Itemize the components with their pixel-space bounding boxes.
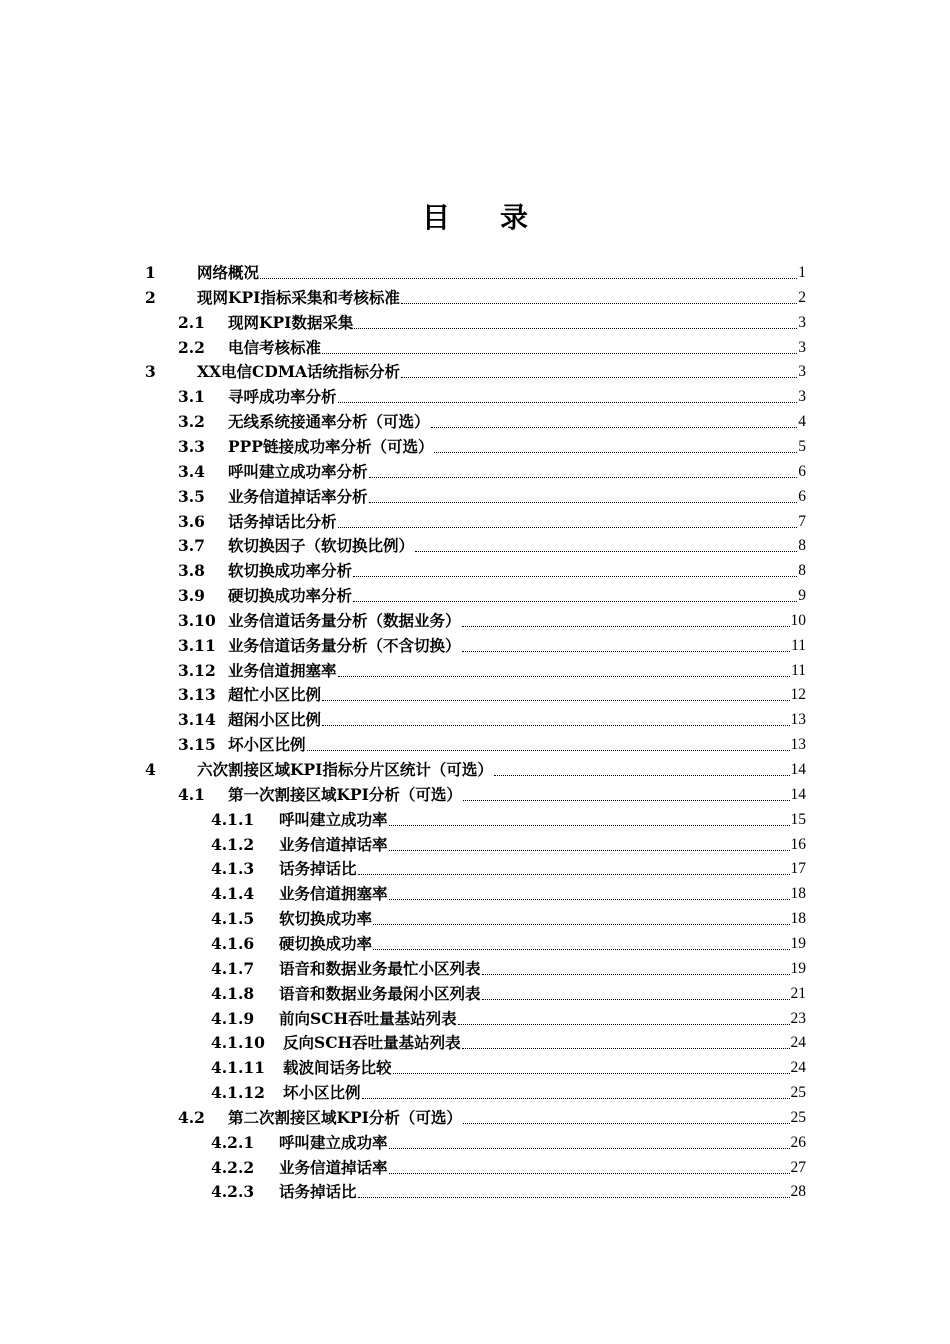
toc-entry-page: 25 bbox=[790, 1084, 806, 1102]
toc-entry-page: 17 bbox=[790, 860, 806, 878]
toc-entry-text: 无线系统接通率分析（可选） bbox=[228, 412, 430, 432]
toc-entry-number: 4.1.12 bbox=[211, 1083, 265, 1103]
toc-entry-page: 4 bbox=[798, 413, 806, 431]
toc-entry-text: 呼叫建立成功率 bbox=[279, 809, 388, 829]
toc-entry-text: 超忙小区比例 bbox=[228, 685, 322, 705]
toc-entry-text: 软切换成功率分析 bbox=[228, 561, 353, 581]
toc-entry[interactable] bbox=[178, 680, 806, 705]
toc-entry-number: 4.1.8 bbox=[211, 983, 255, 1003]
toc-leader-dots bbox=[463, 788, 790, 801]
toc-entry[interactable] bbox=[145, 258, 806, 283]
toc-leader-dots bbox=[462, 614, 790, 627]
toc-entry-page: 13 bbox=[790, 711, 806, 729]
toc-entry-page: 19 bbox=[790, 934, 806, 952]
toc-entry[interactable] bbox=[178, 730, 806, 755]
toc-entry[interactable] bbox=[211, 1078, 806, 1103]
toc-entry-number: 4.1.10 bbox=[211, 1033, 265, 1053]
toc-entry-number: 4.2.3 bbox=[211, 1182, 255, 1202]
toc-entry-page: 6 bbox=[798, 487, 806, 505]
toc-leader-dots bbox=[389, 838, 790, 851]
toc-leader-dots bbox=[462, 1036, 790, 1049]
toc-entry-number: 4.1.6 bbox=[211, 933, 255, 953]
toc-entry-text: 坏小区比例 bbox=[283, 1083, 361, 1103]
toc-entry[interactable] bbox=[211, 1028, 806, 1053]
toc-entry-page: 3 bbox=[798, 313, 806, 331]
toc-entry[interactable] bbox=[178, 407, 806, 432]
toc-entry[interactable] bbox=[178, 705, 806, 730]
toc-entry[interactable] bbox=[178, 457, 806, 482]
toc-entry-number: 4.2.2 bbox=[211, 1157, 255, 1177]
toc-entry-number: 3.10 bbox=[178, 610, 216, 630]
toc-leader-dots bbox=[338, 664, 791, 677]
toc-entry[interactable] bbox=[211, 904, 806, 929]
toc-entry-page: 24 bbox=[790, 1034, 806, 1052]
toc-entry-number: 4.1.1 bbox=[211, 809, 255, 829]
toc-entry-page: 18 bbox=[790, 910, 806, 928]
toc-entry[interactable] bbox=[211, 1053, 806, 1078]
toc-entry-text: 现网KPI指标采集和考核标准 bbox=[197, 287, 400, 307]
toc-leader-dots bbox=[373, 912, 789, 925]
toc-entry-number: 3.8 bbox=[178, 561, 205, 581]
toc-entry-text: 话务掉话比分析 bbox=[228, 511, 337, 531]
toc-leader-dots bbox=[307, 738, 790, 751]
toc-entry-number: 4.1.2 bbox=[211, 834, 255, 854]
toc-leader-dots bbox=[322, 688, 789, 701]
toc-entry[interactable] bbox=[178, 507, 806, 532]
toc-entry-page: 11 bbox=[791, 661, 806, 679]
toc-entry-number: 3.3 bbox=[178, 436, 205, 456]
toc-entry-text: PPP链接成功率分析（可选） bbox=[228, 436, 434, 456]
toc-entry-text: 反向SCH吞吐量基站列表 bbox=[283, 1033, 461, 1053]
toc-entry-page: 5 bbox=[798, 437, 806, 455]
toc-entry-text: 业务信道掉话率 bbox=[279, 834, 388, 854]
toc-entry-page: 9 bbox=[798, 587, 806, 605]
toc-entry-text: 业务信道拥塞率 bbox=[228, 660, 337, 680]
toc-entry-text: 第一次割接区域KPI分析（可选） bbox=[228, 784, 462, 804]
toc-entry[interactable] bbox=[211, 854, 806, 879]
toc-entry-page: 3 bbox=[798, 363, 806, 381]
toc-entry-number: 3.7 bbox=[178, 536, 205, 556]
toc-leader-dots bbox=[369, 465, 798, 478]
toc-entry-page: 19 bbox=[790, 959, 806, 977]
toc-entry-number: 3.14 bbox=[178, 710, 216, 730]
toc-entry-page: 25 bbox=[790, 1108, 806, 1126]
toc-entry-page: 8 bbox=[798, 537, 806, 555]
toc-entry[interactable] bbox=[178, 780, 806, 805]
toc-leader-dots bbox=[358, 862, 790, 875]
toc-entry-number: 3.5 bbox=[178, 486, 205, 506]
toc-entry-text: XX电信CDMA话统指标分析 bbox=[197, 362, 401, 382]
toc-entry-text: 超闲小区比例 bbox=[228, 710, 322, 730]
toc-entry-text: 呼叫建立成功率分析 bbox=[228, 461, 368, 481]
toc-entry-page: 15 bbox=[790, 810, 806, 828]
toc-entry-number: 4.1.11 bbox=[211, 1058, 265, 1078]
toc-leader-dots bbox=[362, 1086, 790, 1099]
toc-entry[interactable] bbox=[178, 1103, 806, 1128]
toc-entry-number: 4.2.1 bbox=[211, 1132, 255, 1152]
toc-leader-dots bbox=[393, 1061, 790, 1074]
toc-entry-text: 语音和数据业务最闲小区列表 bbox=[279, 983, 481, 1003]
toc-entry-page: 26 bbox=[790, 1133, 806, 1151]
toc-entry-page: 23 bbox=[790, 1009, 806, 1027]
toc-entry[interactable] bbox=[178, 531, 806, 556]
toc-entry-text: 业务信道拥塞率 bbox=[279, 884, 388, 904]
toc-leader-dots bbox=[369, 490, 798, 503]
toc-leader-dots bbox=[389, 887, 790, 900]
toc-entry[interactable] bbox=[211, 954, 806, 979]
toc-entry-text: 业务信道话务量分析（数据业务） bbox=[228, 610, 461, 630]
toc-entry-text: 前向SCH吞吐量基站列表 bbox=[279, 1008, 457, 1028]
toc-leader-dots bbox=[338, 515, 798, 528]
toc-entry[interactable] bbox=[211, 979, 806, 1004]
toc-entry-page: 28 bbox=[790, 1183, 806, 1201]
toc-entry-page: 3 bbox=[798, 338, 806, 356]
toc-entry-text: 话务掉话比 bbox=[279, 1182, 357, 1202]
toc-entry-number: 2 bbox=[145, 287, 156, 307]
toc-entry-number: 3.6 bbox=[178, 511, 205, 531]
toc-entry-text: 硬切换成功率分析 bbox=[228, 586, 353, 606]
toc-entry-number: 2.2 bbox=[178, 337, 205, 357]
toc-entry-page: 21 bbox=[790, 984, 806, 1002]
toc-entry-number: 4 bbox=[145, 760, 156, 779]
toc-leader-dots bbox=[353, 564, 797, 577]
toc-entry[interactable] bbox=[211, 1128, 806, 1153]
toc-leader-dots bbox=[260, 266, 797, 279]
toc-entry-text: 现网KPI数据采集 bbox=[228, 312, 354, 332]
toc-entry-number: 3.11 bbox=[178, 635, 216, 655]
toc-entry[interactable] bbox=[178, 308, 806, 333]
toc-entry[interactable] bbox=[211, 1153, 806, 1178]
toc-entry-number: 4.1.9 bbox=[211, 1008, 255, 1028]
toc-entry-number: 3.12 bbox=[178, 660, 216, 680]
toc-entry[interactable] bbox=[178, 656, 806, 681]
toc-entry-page: 2 bbox=[798, 288, 806, 306]
toc-entry-text: 六次割接区域KPI指标分片区统计（可选） bbox=[197, 760, 493, 779]
toc-entry-page: 18 bbox=[790, 885, 806, 903]
toc-entry-page: 11 bbox=[791, 636, 806, 654]
toc-entry-text: 业务信道掉话率分析 bbox=[228, 486, 368, 506]
toc-entry-page: 7 bbox=[798, 512, 806, 530]
toc-entry-number: 1 bbox=[145, 263, 156, 282]
toc-entry-number: 3.13 bbox=[178, 685, 216, 705]
toc-entry-page: 14 bbox=[790, 761, 806, 778]
toc-entry-number: 2.1 bbox=[178, 312, 205, 332]
toc-entry-text: 语音和数据业务最忙小区列表 bbox=[279, 958, 481, 978]
toc-entry-number: 3 bbox=[145, 362, 156, 382]
toc-leader-dots bbox=[401, 365, 797, 378]
toc-entry-text: 软切换因子（软切换比例） bbox=[228, 536, 415, 556]
toc-entry[interactable] bbox=[178, 382, 806, 407]
toc-entry-page: 24 bbox=[790, 1059, 806, 1077]
toc-leader-dots bbox=[338, 390, 798, 403]
toc-leader-dots bbox=[463, 1111, 790, 1124]
toc-entry[interactable] bbox=[178, 606, 806, 631]
toc-leader-dots bbox=[389, 1161, 790, 1174]
toc-entry-page: 10 bbox=[790, 611, 806, 629]
toc-entry[interactable] bbox=[178, 333, 806, 358]
toc-leader-dots bbox=[358, 1185, 790, 1198]
toc-leader-dots bbox=[494, 763, 790, 776]
toc-leader-dots bbox=[462, 639, 791, 652]
toc-entry-page: 16 bbox=[790, 835, 806, 853]
toc-leader-dots bbox=[415, 539, 797, 552]
toc-leader-dots bbox=[373, 937, 789, 950]
toc-entry[interactable] bbox=[145, 283, 806, 308]
toc-entry-text: 呼叫建立成功率 bbox=[279, 1132, 388, 1152]
toc-leader-dots bbox=[482, 987, 790, 1000]
toc-title bbox=[0, 196, 950, 236]
toc-entry[interactable] bbox=[178, 581, 806, 606]
toc-entry-text: 软切换成功率 bbox=[279, 909, 373, 929]
toc-entry-number: 4.1.5 bbox=[211, 909, 255, 929]
toc-leader-dots bbox=[482, 962, 790, 975]
toc-leader-dots bbox=[431, 415, 798, 428]
toc-entry[interactable] bbox=[145, 755, 806, 780]
toc-entry-page: 8 bbox=[798, 562, 806, 580]
toc-leader-dots bbox=[458, 1012, 790, 1025]
toc-leader-dots bbox=[401, 291, 797, 304]
toc-entry-page: 14 bbox=[790, 785, 806, 803]
toc-entry-number: 3.1 bbox=[178, 387, 205, 407]
toc-entry-text: 网络概况 bbox=[197, 263, 260, 282]
toc-entry-page: 13 bbox=[790, 736, 806, 754]
toc-entry-text: 话务掉话比 bbox=[279, 859, 357, 879]
toc-entry[interactable] bbox=[211, 1177, 806, 1202]
toc-entry-page: 12 bbox=[790, 686, 806, 704]
toc-entry[interactable] bbox=[178, 556, 806, 581]
toc-entry-text: 第二次割接区域KPI分析（可选） bbox=[228, 1107, 462, 1127]
toc-entry-page: 6 bbox=[798, 462, 806, 480]
toc-entry-number: 3.15 bbox=[178, 735, 216, 755]
toc-entry-number: 3.9 bbox=[178, 586, 205, 606]
toc-entry-page: 3 bbox=[798, 388, 806, 406]
toc-title-char-2: 录 bbox=[500, 201, 529, 234]
toc-entry[interactable] bbox=[211, 830, 806, 855]
toc-entry[interactable] bbox=[178, 432, 806, 457]
toc-entry-text: 坏小区比例 bbox=[228, 735, 306, 755]
toc-entry[interactable] bbox=[211, 929, 806, 954]
toc-entry-text: 硬切换成功率 bbox=[279, 933, 373, 953]
toc-entry[interactable] bbox=[211, 879, 806, 904]
toc-title-char-1: 目 bbox=[421, 201, 450, 234]
toc-leader-dots bbox=[322, 713, 789, 726]
toc-entry-number: 4.1 bbox=[178, 784, 205, 804]
toc-leader-dots bbox=[353, 589, 797, 602]
toc-entry-text: 寻呼成功率分析 bbox=[228, 387, 337, 407]
toc-entry-number: 4.2 bbox=[178, 1107, 205, 1127]
toc-entry-text: 电信考核标准 bbox=[228, 337, 322, 357]
toc-leader-dots bbox=[389, 1136, 790, 1149]
toc-entry-number: 4.1.4 bbox=[211, 884, 255, 904]
toc-entry-number: 3.2 bbox=[178, 412, 205, 432]
toc-leader-dots bbox=[354, 316, 797, 329]
toc-leader-dots bbox=[434, 440, 797, 453]
toc-entry-number: 3.4 bbox=[178, 461, 205, 481]
toc-entry-text: 业务信道掉话率 bbox=[279, 1157, 388, 1177]
toc-entry-page: 1 bbox=[798, 264, 806, 281]
toc-leader-dots bbox=[322, 341, 797, 354]
toc-entry[interactable] bbox=[211, 805, 806, 830]
toc-entry[interactable] bbox=[178, 482, 806, 507]
toc-entry-page: 27 bbox=[790, 1158, 806, 1176]
toc-entry[interactable] bbox=[178, 631, 806, 656]
toc-entry-text: 业务信道话务量分析（不含切换） bbox=[228, 635, 461, 655]
toc-entry-number: 4.1.3 bbox=[211, 859, 255, 879]
toc-entry[interactable] bbox=[145, 357, 806, 382]
toc-entry-number: 4.1.7 bbox=[211, 958, 255, 978]
toc-entry-text: 载波间话务比较 bbox=[283, 1058, 392, 1078]
toc-leader-dots bbox=[389, 813, 790, 826]
toc-entry[interactable] bbox=[211, 1004, 806, 1029]
